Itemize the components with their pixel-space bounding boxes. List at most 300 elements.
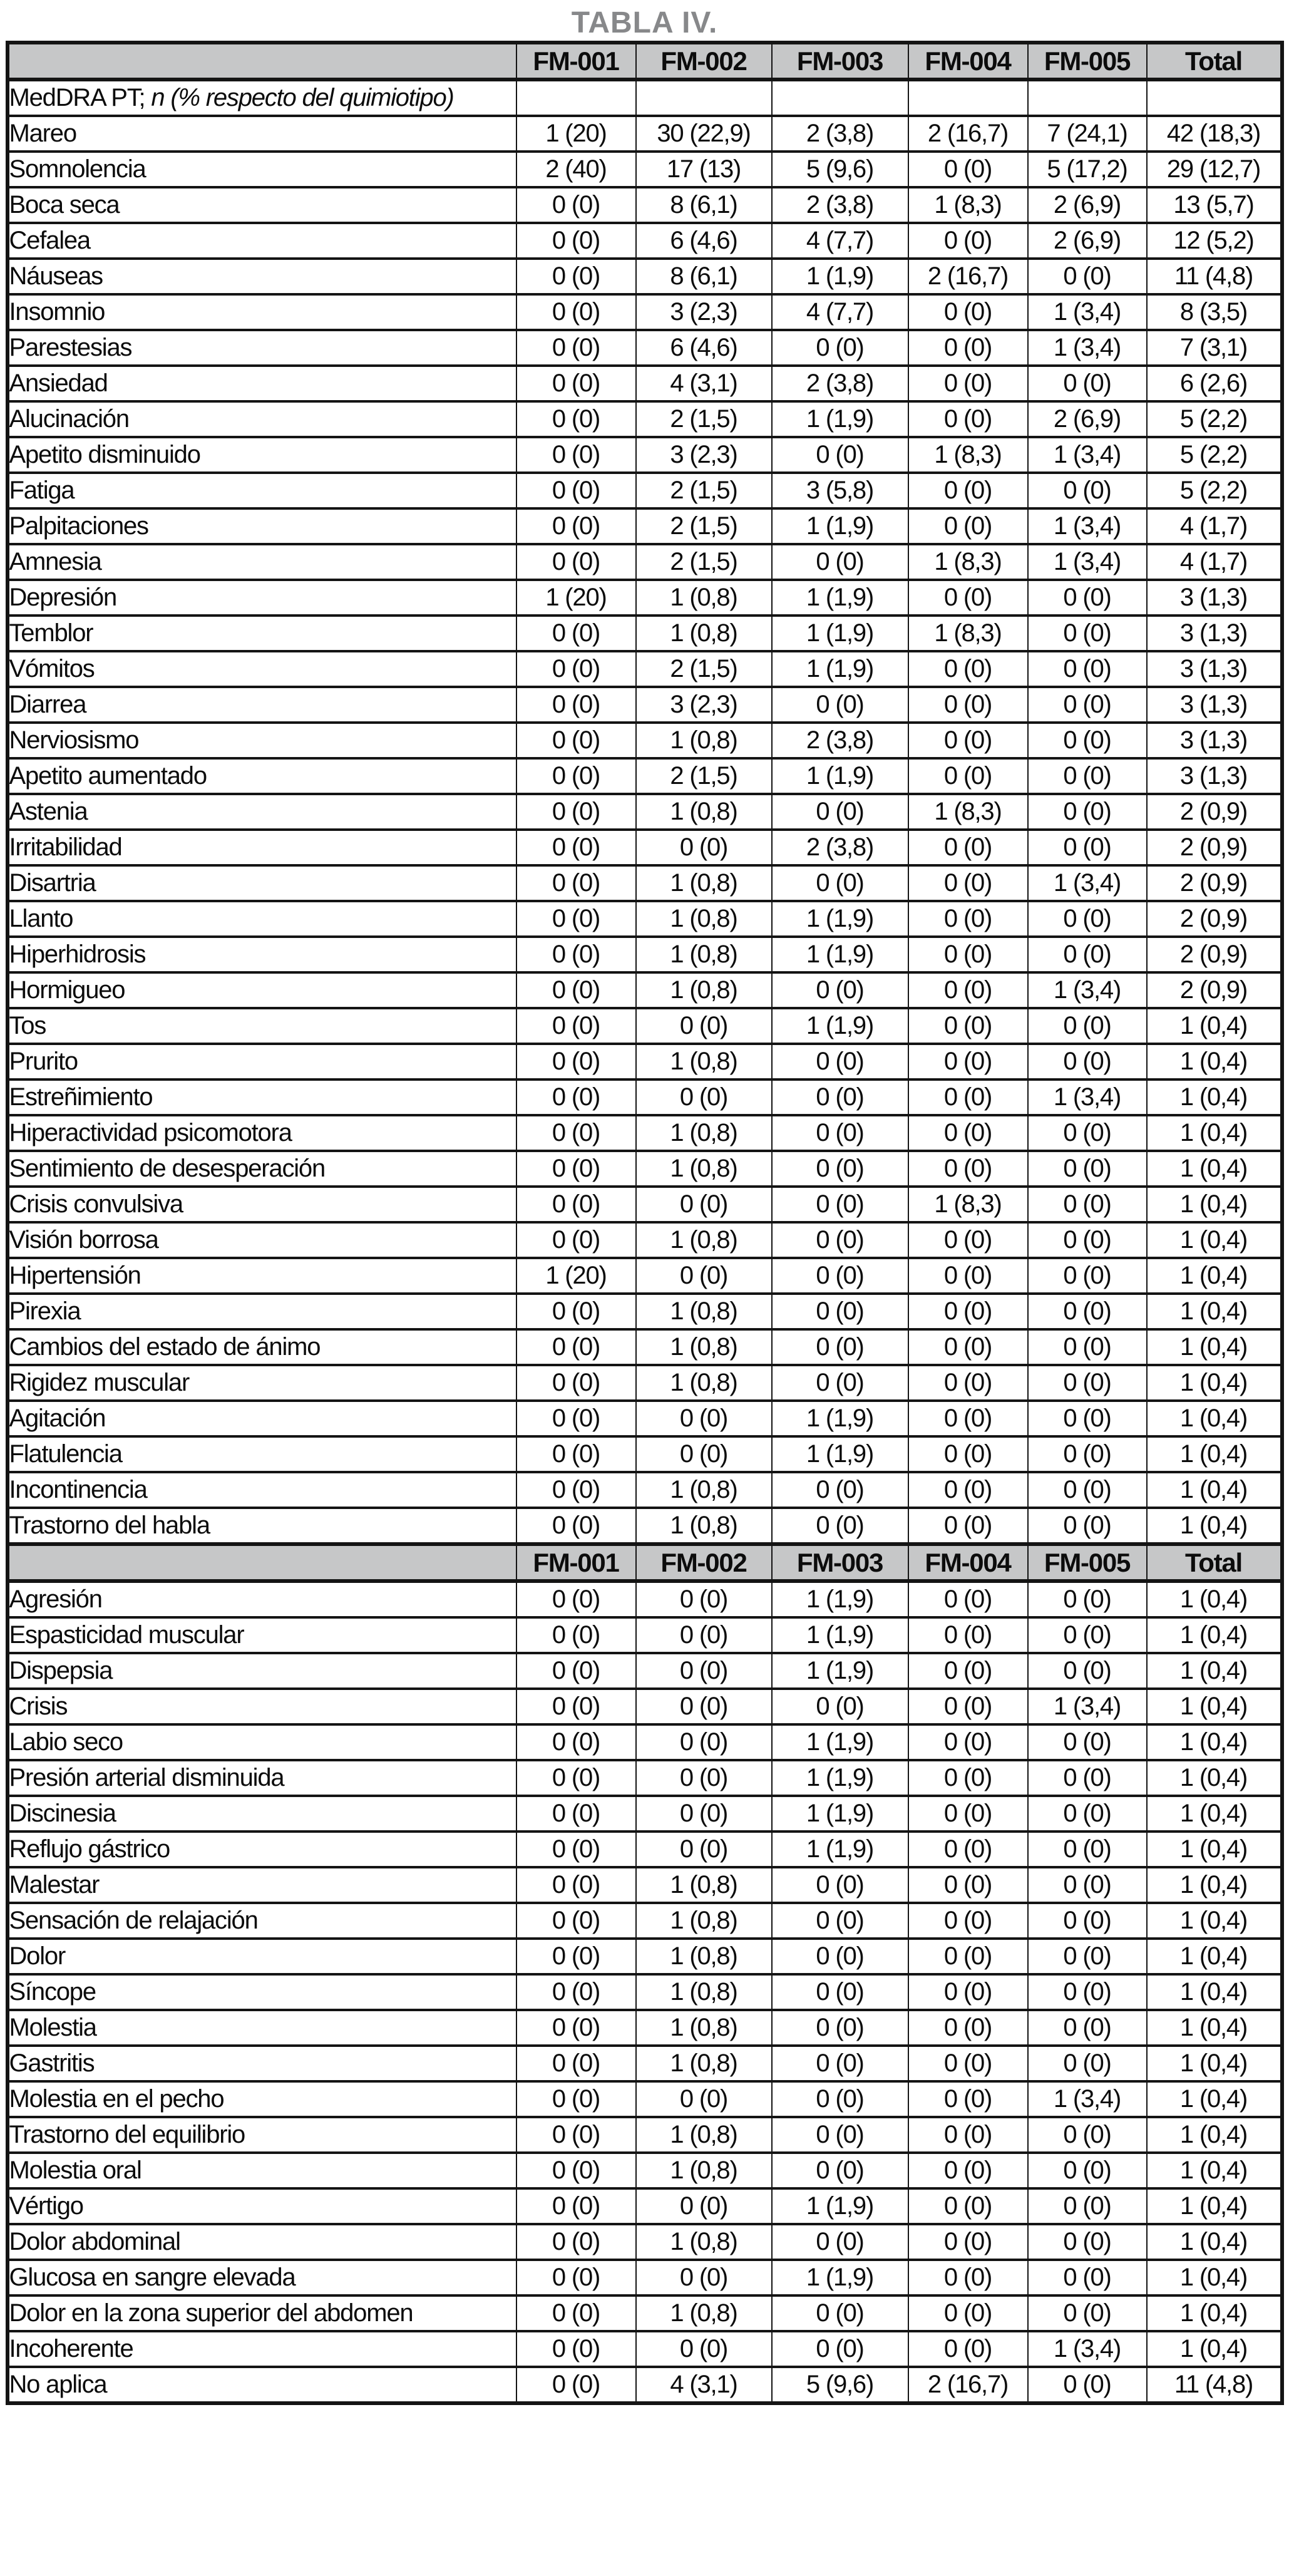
row-label: Prurito — [8, 1044, 516, 1079]
value-cell: 0 (0) — [516, 1974, 636, 2010]
row-label: Incoherente — [8, 2331, 516, 2367]
value-cell: 0 (0) — [908, 1832, 1028, 1867]
row-label: Disartria — [8, 865, 516, 901]
value-cell: 0 (0) — [908, 1472, 1028, 1508]
value-cell: 0 (0) — [908, 1581, 1028, 1617]
value-cell: 1 (0,8) — [636, 2153, 772, 2188]
value-cell: 0 (0) — [908, 366, 1028, 401]
value-cell: 1 (0,4) — [1147, 2188, 1282, 2224]
value-cell: 0 (0) — [516, 937, 636, 972]
value-cell: 0 (0) — [772, 1867, 908, 1903]
row-label: Labio seco — [8, 1724, 516, 1760]
value-cell: 1 (1,9) — [772, 1832, 908, 1867]
value-cell: 0 (0) — [908, 1365, 1028, 1401]
empty-cell — [908, 80, 1028, 116]
value-cell: 3 (1,3) — [1147, 580, 1282, 616]
value-cell: 1 (3,4) — [1028, 1079, 1147, 1115]
table-row — [8, 1832, 1282, 1867]
row-label: Estreñimiento — [8, 1079, 516, 1115]
table-row — [8, 401, 1282, 437]
value-cell: 0 (0) — [516, 687, 636, 723]
value-cell: 0 (0) — [908, 1974, 1028, 2010]
value-cell: 0 (0) — [908, 1079, 1028, 1115]
row-label: Discinesia — [8, 1796, 516, 1832]
row-label: Presión arterial disminuida — [8, 1760, 516, 1796]
row-label: Trastorno del equilibrio — [8, 2117, 516, 2153]
value-cell: 0 (0) — [772, 1472, 908, 1508]
value-cell: 0 (0) — [908, 1760, 1028, 1796]
value-cell: 0 (0) — [636, 1008, 772, 1044]
value-cell: 1 (8,3) — [908, 437, 1028, 473]
value-cell: 0 (0) — [636, 1581, 772, 1617]
value-cell: 0 (0) — [908, 1939, 1028, 1974]
table-row — [8, 1939, 1282, 1974]
value-cell: 1 (0,4) — [1147, 1974, 1282, 2010]
empty-cell — [636, 80, 772, 116]
row-label: Agitación — [8, 1401, 516, 1436]
table-body — [8, 43, 1282, 2403]
value-cell: 4 (1,7) — [1147, 508, 1282, 544]
table-row — [8, 1653, 1282, 1689]
row-label: Hormigueo — [8, 972, 516, 1008]
value-cell: 0 (0) — [772, 1151, 908, 1187]
value-cell: 0 (0) — [772, 1044, 908, 1079]
value-cell: 1 (8,3) — [908, 616, 1028, 651]
value-cell: 0 (0) — [908, 2188, 1028, 2224]
value-cell: 0 (0) — [1028, 937, 1147, 972]
table-row — [8, 723, 1282, 758]
column-header: FM-002 — [636, 1544, 772, 1581]
value-cell: 0 (0) — [772, 1365, 908, 1401]
value-cell: 0 (0) — [1028, 1044, 1147, 1079]
value-cell: 0 (0) — [516, 1867, 636, 1903]
value-cell: 0 (0) — [516, 2367, 636, 2403]
value-cell: 3 (1,3) — [1147, 616, 1282, 651]
value-cell: 2 (3,8) — [772, 116, 908, 152]
value-cell: 1 (0,4) — [1147, 1222, 1282, 1258]
value-cell: 0 (0) — [516, 1760, 636, 1796]
value-cell: 1 (0,4) — [1147, 2224, 1282, 2260]
table-row — [8, 1472, 1282, 1508]
value-cell: 0 (0) — [636, 2081, 772, 2117]
table-row — [8, 2188, 1282, 2224]
value-cell: 0 (0) — [636, 1079, 772, 1115]
table-row — [8, 294, 1282, 330]
value-cell: 0 (0) — [516, 1187, 636, 1222]
table-row — [8, 1079, 1282, 1115]
table-row — [8, 651, 1282, 687]
value-cell: 0 (0) — [1028, 616, 1147, 651]
value-cell: 0 (0) — [1028, 2153, 1147, 2188]
table-row — [8, 2153, 1282, 2188]
value-cell: 0 (0) — [772, 2117, 908, 2153]
value-cell: 0 (0) — [772, 2010, 908, 2046]
row-label: Alucinación — [8, 401, 516, 437]
table-row — [8, 2117, 1282, 2153]
value-cell: 0 (0) — [772, 794, 908, 830]
value-cell: 2 (0,9) — [1147, 972, 1282, 1008]
value-cell: 1 (0,8) — [636, 2010, 772, 2046]
table-row — [8, 687, 1282, 723]
value-cell: 1 (0,8) — [636, 1508, 772, 1544]
value-cell: 0 (0) — [908, 1796, 1028, 1832]
row-label: Vértigo — [8, 2188, 516, 2224]
table-row — [8, 544, 1282, 580]
value-cell: 0 (0) — [908, 294, 1028, 330]
value-cell: 1 (0,8) — [636, 2046, 772, 2081]
value-cell: 0 (0) — [772, 330, 908, 366]
table-row — [8, 473, 1282, 508]
value-cell: 1 (1,9) — [772, 2260, 908, 2295]
value-cell: 0 (0) — [516, 616, 636, 651]
value-cell: 0 (0) — [772, 1294, 908, 1329]
value-cell: 0 (0) — [1028, 794, 1147, 830]
value-cell: 0 (0) — [908, 473, 1028, 508]
column-header-row — [8, 43, 1282, 80]
table-row — [8, 1724, 1282, 1760]
table-row — [8, 1974, 1282, 2010]
value-cell: 0 (0) — [772, 2331, 908, 2367]
value-cell: 0 (0) — [516, 1689, 636, 1724]
value-cell: 1 (0,8) — [636, 865, 772, 901]
value-cell: 0 (0) — [908, 152, 1028, 187]
value-cell: 0 (0) — [516, 1436, 636, 1472]
value-cell: 1 (0,4) — [1147, 1115, 1282, 1151]
value-cell: 0 (0) — [636, 1436, 772, 1472]
table-row — [8, 2331, 1282, 2367]
value-cell: 1 (0,4) — [1147, 2010, 1282, 2046]
value-cell: 3 (2,3) — [636, 294, 772, 330]
row-label: Dolor abdominal — [8, 2224, 516, 2260]
value-cell: 1 (0,4) — [1147, 1832, 1282, 1867]
value-cell: 8 (6,1) — [636, 259, 772, 294]
value-cell: 1 (0,4) — [1147, 1044, 1282, 1079]
value-cell: 1 (0,4) — [1147, 1365, 1282, 1401]
row-label: Crisis — [8, 1689, 516, 1724]
table-row — [8, 1115, 1282, 1151]
row-label: Palpitaciones — [8, 508, 516, 544]
value-cell: 0 (0) — [1028, 1258, 1147, 1294]
table-row — [8, 1151, 1282, 1187]
empty-cell — [1147, 80, 1282, 116]
value-cell: 0 (0) — [772, 1974, 908, 2010]
value-cell: 0 (0) — [908, 1508, 1028, 1544]
value-cell: 8 (6,1) — [636, 187, 772, 223]
row-label: No aplica — [8, 2367, 516, 2403]
value-cell: 1 (0,4) — [1147, 1008, 1282, 1044]
value-cell: 12 (5,2) — [1147, 223, 1282, 259]
value-cell: 0 (0) — [516, 1903, 636, 1939]
value-cell: 0 (0) — [1028, 1760, 1147, 1796]
value-cell: 1 (3,4) — [1028, 544, 1147, 580]
row-label: Apetito disminuido — [8, 437, 516, 473]
value-cell: 0 (0) — [908, 401, 1028, 437]
table-row — [8, 437, 1282, 473]
table-row — [8, 187, 1282, 223]
value-cell: 2 (16,7) — [908, 259, 1028, 294]
value-cell: 0 (0) — [772, 1187, 908, 1222]
row-label: Síncope — [8, 1974, 516, 2010]
value-cell: 0 (0) — [516, 1653, 636, 1689]
value-cell: 1 (0,4) — [1147, 1689, 1282, 1724]
adverse-events-table — [6, 41, 1284, 2405]
value-cell: 0 (0) — [1028, 830, 1147, 865]
value-cell: 0 (0) — [1028, 1653, 1147, 1689]
value-cell: 3 (2,3) — [636, 687, 772, 723]
table-row — [8, 616, 1282, 651]
value-cell: 1 (3,4) — [1028, 437, 1147, 473]
value-cell: 11 (4,8) — [1147, 259, 1282, 294]
table-row — [8, 1436, 1282, 1472]
value-cell: 1 (3,4) — [1028, 972, 1147, 1008]
row-label: Temblor — [8, 616, 516, 651]
value-cell: 2 (3,8) — [772, 366, 908, 401]
table-row — [8, 116, 1282, 152]
value-cell: 1 (1,9) — [772, 937, 908, 972]
value-cell: 0 (0) — [772, 1079, 908, 1115]
value-cell: 1 (1,9) — [772, 1653, 908, 1689]
row-label: Amnesia — [8, 544, 516, 580]
value-cell: 0 (0) — [908, 2081, 1028, 2117]
value-cell: 1 (20) — [516, 1258, 636, 1294]
value-cell: 0 (0) — [516, 2295, 636, 2331]
value-cell: 4 (3,1) — [636, 366, 772, 401]
value-cell: 1 (0,4) — [1147, 1508, 1282, 1544]
row-label: Dolor — [8, 1939, 516, 1974]
value-cell: 2 (0,9) — [1147, 937, 1282, 972]
table-row — [8, 1689, 1282, 1724]
value-cell: 1 (3,4) — [1028, 330, 1147, 366]
value-cell: 0 (0) — [516, 794, 636, 830]
value-cell: 0 (0) — [1028, 758, 1147, 794]
value-cell: 1 (0,8) — [636, 1151, 772, 1187]
value-cell: 0 (0) — [1028, 1832, 1147, 1867]
value-cell: 0 (0) — [636, 1617, 772, 1653]
value-cell: 1 (0,8) — [636, 1115, 772, 1151]
value-cell: 0 (0) — [1028, 473, 1147, 508]
value-cell: 0 (0) — [908, 2153, 1028, 2188]
row-label: Parestesias — [8, 330, 516, 366]
value-cell: 17 (13) — [636, 152, 772, 187]
value-cell: 0 (0) — [908, 2010, 1028, 2046]
value-cell: 0 (0) — [516, 723, 636, 758]
value-cell: 1 (0,8) — [636, 1939, 772, 1974]
value-cell: 1 (0,4) — [1147, 1724, 1282, 1760]
value-cell: 0 (0) — [516, 1115, 636, 1151]
value-cell: 1 (1,9) — [772, 508, 908, 544]
value-cell: 2 (1,5) — [636, 401, 772, 437]
table-row — [8, 1044, 1282, 1079]
subheader-label — [8, 80, 516, 116]
column-header: FM-003 — [772, 43, 908, 80]
value-cell: 1 (0,4) — [1147, 1294, 1282, 1329]
value-cell: 1 (0,8) — [636, 901, 772, 937]
row-label: Fatiga — [8, 473, 516, 508]
value-cell: 0 (0) — [772, 544, 908, 580]
value-cell: 1 (20) — [516, 116, 636, 152]
row-label: Visión borrosa — [8, 1222, 516, 1258]
row-label: Náuseas — [8, 259, 516, 294]
value-cell: 0 (0) — [772, 972, 908, 1008]
value-cell: 0 (0) — [1028, 1008, 1147, 1044]
value-cell: 1 (0,4) — [1147, 2295, 1282, 2331]
value-cell: 1 (0,8) — [636, 1974, 772, 2010]
value-cell: 0 (0) — [516, 437, 636, 473]
row-label: Boca seca — [8, 187, 516, 223]
table-row — [8, 1867, 1282, 1903]
value-cell: 0 (0) — [516, 544, 636, 580]
value-cell: 0 (0) — [908, 1329, 1028, 1365]
row-label: Ansiedad — [8, 366, 516, 401]
value-cell: 1 (0,8) — [636, 616, 772, 651]
value-cell: 0 (0) — [1028, 1508, 1147, 1544]
value-cell: 0 (0) — [516, 187, 636, 223]
value-cell: 0 (0) — [516, 758, 636, 794]
table-row — [8, 1796, 1282, 1832]
value-cell: 0 (0) — [1028, 1617, 1147, 1653]
row-label: Flatulencia — [8, 1436, 516, 1472]
row-label: Tos — [8, 1008, 516, 1044]
row-label: Apetito aumentado — [8, 758, 516, 794]
value-cell: 0 (0) — [516, 651, 636, 687]
value-cell: 0 (0) — [908, 508, 1028, 544]
value-cell: 42 (18,3) — [1147, 116, 1282, 152]
value-cell: 0 (0) — [516, 1472, 636, 1508]
value-cell: 7 (24,1) — [1028, 116, 1147, 152]
value-cell: 1 (0,4) — [1147, 1796, 1282, 1832]
value-cell: 0 (0) — [1028, 1472, 1147, 1508]
value-cell: 0 (0) — [908, 1724, 1028, 1760]
row-label: Rigidez muscular — [8, 1365, 516, 1401]
value-cell: 1 (0,4) — [1147, 1329, 1282, 1365]
value-cell: 6 (4,6) — [636, 330, 772, 366]
value-cell: 13 (5,7) — [1147, 187, 1282, 223]
value-cell: 1 (0,4) — [1147, 2331, 1282, 2367]
column-header: FM-001 — [516, 43, 636, 80]
value-cell: 0 (0) — [516, 473, 636, 508]
value-cell: 5 (9,6) — [772, 2367, 908, 2403]
value-cell: 0 (0) — [908, 1867, 1028, 1903]
column-header: FM-005 — [1028, 43, 1147, 80]
value-cell: 2 (3,8) — [772, 187, 908, 223]
value-cell: 0 (0) — [772, 2153, 908, 2188]
empty-cell — [772, 80, 908, 116]
subheader-row — [8, 80, 1282, 116]
value-cell: 0 (0) — [908, 330, 1028, 366]
table-row — [8, 223, 1282, 259]
value-cell: 0 (0) — [772, 2295, 908, 2331]
column-header: Total — [1147, 1544, 1282, 1581]
row-label: Agresión — [8, 1581, 516, 1617]
row-label: Hiperhidrosis — [8, 937, 516, 972]
value-cell: 2 (1,5) — [636, 758, 772, 794]
value-cell: 0 (0) — [772, 2081, 908, 2117]
column-header: FM-005 — [1028, 1544, 1147, 1581]
value-cell: 0 (0) — [908, 1151, 1028, 1187]
row-label: Cambios del estado de ánimo — [8, 1329, 516, 1365]
value-cell: 0 (0) — [1028, 1187, 1147, 1222]
value-cell: 0 (0) — [516, 865, 636, 901]
value-cell: 0 (0) — [636, 2188, 772, 2224]
row-label: Dispepsia — [8, 1653, 516, 1689]
value-cell: 1 (1,9) — [772, 901, 908, 937]
value-cell: 0 (0) — [636, 1689, 772, 1724]
value-cell: 0 (0) — [516, 1401, 636, 1436]
value-cell: 1 (3,4) — [1028, 2331, 1147, 2367]
value-cell: 0 (0) — [908, 2331, 1028, 2367]
value-cell: 5 (2,2) — [1147, 401, 1282, 437]
value-cell: 5 (2,2) — [1147, 437, 1282, 473]
value-cell: 11 (4,8) — [1147, 2367, 1282, 2403]
table-row — [8, 508, 1282, 544]
value-cell: 1 (0,8) — [636, 937, 772, 972]
value-cell: 0 (0) — [908, 1222, 1028, 1258]
table-row — [8, 758, 1282, 794]
value-cell: 1 (3,4) — [1028, 865, 1147, 901]
value-cell: 0 (0) — [1028, 723, 1147, 758]
value-cell: 1 (0,4) — [1147, 2081, 1282, 2117]
value-cell: 0 (0) — [1028, 2367, 1147, 2403]
value-cell: 2 (40) — [516, 152, 636, 187]
table-row — [8, 972, 1282, 1008]
value-cell: 0 (0) — [516, 2117, 636, 2153]
value-cell: 0 (0) — [516, 1724, 636, 1760]
row-label: Espasticidad muscular — [8, 1617, 516, 1653]
value-cell: 0 (0) — [908, 1401, 1028, 1436]
row-label: Malestar — [8, 1867, 516, 1903]
row-label: Sensación de relajación — [8, 1903, 516, 1939]
row-label: Nerviosismo — [8, 723, 516, 758]
value-cell: 0 (0) — [1028, 1365, 1147, 1401]
row-label: Sentimiento de desesperación — [8, 1151, 516, 1187]
value-cell: 0 (0) — [908, 1258, 1028, 1294]
value-cell: 1 (0,8) — [636, 1044, 772, 1079]
subheader-italic: n (% respecto del quimiotipo) — [151, 84, 454, 111]
value-cell: 0 (0) — [636, 1653, 772, 1689]
value-cell: 0 (0) — [636, 2331, 772, 2367]
value-cell: 2 (0,9) — [1147, 830, 1282, 865]
value-cell: 1 (0,8) — [636, 2295, 772, 2331]
table-row — [8, 1365, 1282, 1401]
value-cell: 3 (1,3) — [1147, 723, 1282, 758]
value-cell: 0 (0) — [1028, 1581, 1147, 1617]
value-cell: 0 (0) — [908, 1617, 1028, 1653]
value-cell: 1 (1,9) — [772, 651, 908, 687]
value-cell: 0 (0) — [908, 1653, 1028, 1689]
value-cell: 6 (4,6) — [636, 223, 772, 259]
value-cell: 0 (0) — [1028, 580, 1147, 616]
value-cell: 1 (1,9) — [772, 616, 908, 651]
table-row — [8, 2081, 1282, 2117]
column-header: FM-004 — [908, 1544, 1028, 1581]
table-row — [8, 794, 1282, 830]
row-label: Astenia — [8, 794, 516, 830]
value-cell: 0 (0) — [1028, 2295, 1147, 2331]
value-cell: 0 (0) — [908, 651, 1028, 687]
table-row — [8, 259, 1282, 294]
value-cell: 1 (1,9) — [772, 758, 908, 794]
value-cell: 0 (0) — [772, 1329, 908, 1365]
value-cell: 4 (7,7) — [772, 294, 908, 330]
value-cell: 0 (0) — [772, 865, 908, 901]
value-cell: 1 (1,9) — [772, 1724, 908, 1760]
value-cell: 0 (0) — [908, 830, 1028, 865]
value-cell: 1 (0,8) — [636, 1365, 772, 1401]
table-row — [8, 830, 1282, 865]
column-header: FM-002 — [636, 43, 772, 80]
value-cell: 0 (0) — [516, 1508, 636, 1544]
value-cell: 1 (0,8) — [636, 1903, 772, 1939]
